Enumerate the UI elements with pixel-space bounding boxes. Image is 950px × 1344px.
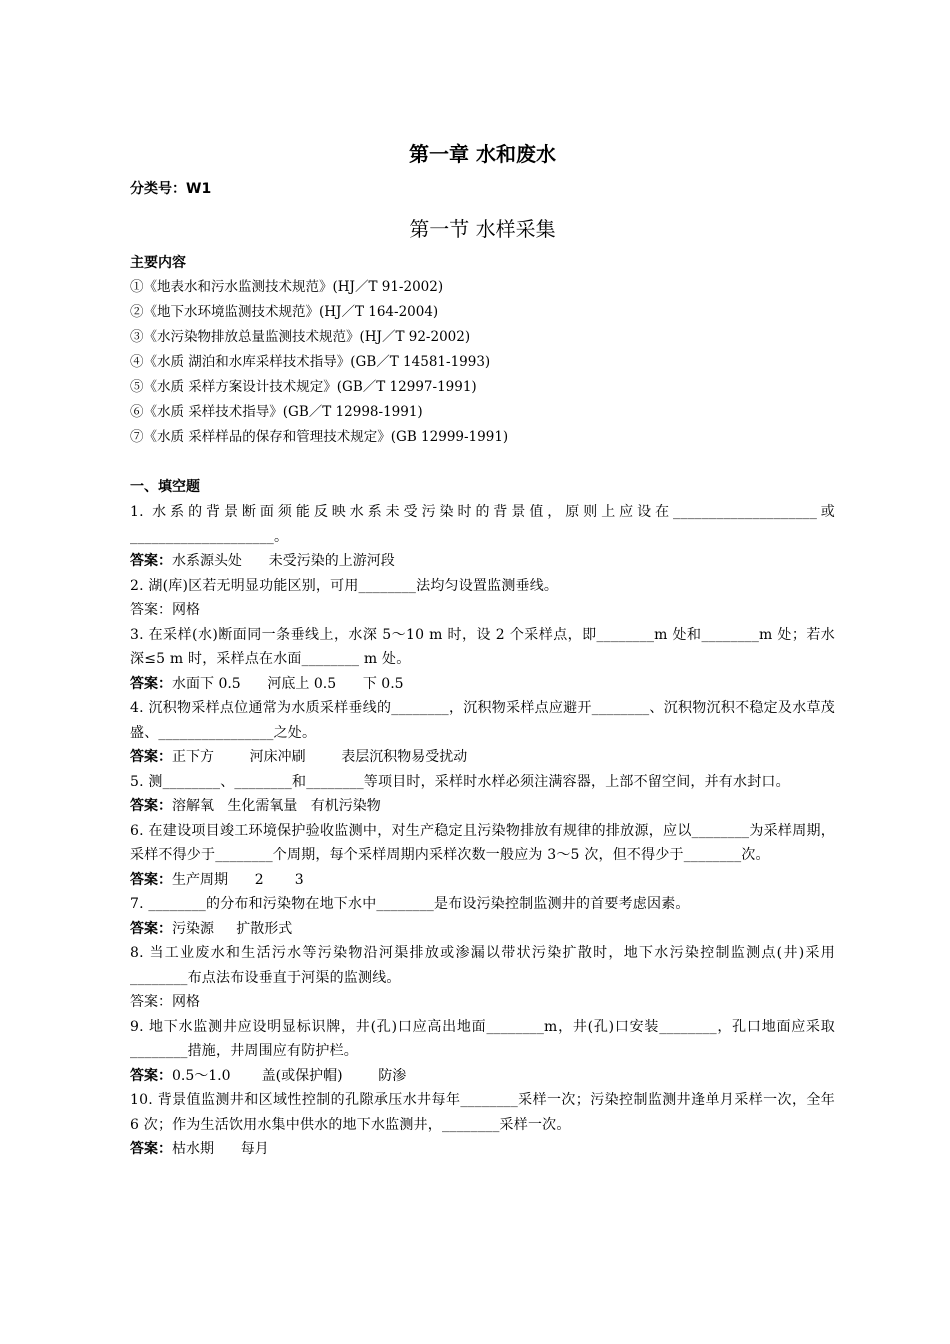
reference-item: ⑥《水质 采样技术指导》(GB／T 12998-1991) bbox=[130, 404, 423, 420]
main-contents-heading: 主要内容 bbox=[130, 255, 186, 271]
answer-line bbox=[130, 794, 835, 819]
answer-line bbox=[130, 917, 835, 942]
reference-item: ①《地表水和污水监测技术规范》(HJ／T 91-2002) bbox=[130, 279, 444, 295]
question-item bbox=[130, 623, 835, 697]
question-item bbox=[130, 770, 835, 819]
question-text: 5. 测________、________和________等项目时，采样时水样必须注满容器，上部不留空间，并有水封口。 bbox=[130, 773, 790, 790]
reference-item: ④《水质 湖泊和水库采样技术指导》(GB／T 14581-1993) bbox=[130, 354, 491, 370]
answer-label: 答案： bbox=[130, 798, 172, 814]
answer-line bbox=[130, 868, 835, 893]
answer-text: 网格 bbox=[172, 994, 200, 1010]
answer-text: 溶解氧 生化需氧量 有机污染物 bbox=[172, 798, 381, 814]
answer-text: 枯水期 每月 bbox=[172, 1141, 269, 1157]
chapter-title: 第一章 水和废水 bbox=[409, 142, 556, 166]
answer-line bbox=[130, 672, 835, 697]
answer-label: 答案： bbox=[130, 871, 172, 888]
answer-label: 答案： bbox=[130, 994, 172, 1010]
question-item bbox=[130, 941, 835, 1015]
answer-line bbox=[130, 745, 835, 770]
answer-text: 污染源 扩散形式 bbox=[172, 920, 293, 937]
question-item bbox=[130, 574, 835, 623]
question-item bbox=[130, 696, 835, 770]
question-text: 7. ________的分布和污染物在地下水中________是布设污染控制监测井的首要考虑因素。 bbox=[130, 896, 690, 912]
question-text: 3. 在采样(水)断面同一条垂线上，水深 5～10 m 时，设 2 个采样点，即________m 处和________m 处；若水深≤5 m 时，采样点在水面________ m 处。 bbox=[130, 626, 835, 667]
answer-label: 答案： bbox=[130, 675, 172, 692]
question-list bbox=[130, 500, 835, 1162]
answer-label: 答案： bbox=[130, 602, 172, 618]
question-text: 9. 地下水监测井应设明显标识牌，井(孔)口应高出地面________m，井(孔)口安装________，孔口地面应采取________措施，井周围应有防护栏。 bbox=[130, 1018, 835, 1059]
question-text: 6. 在建设项目竣工环境保护验收监测中，对生产稳定且污染物排放有规律的排放源，应以________为采样周期，采样不得少于________个周期，每个采样周期内采样次数一般应为 3～5 次，但不得少于________次。 bbox=[130, 822, 835, 863]
answer-line bbox=[130, 1064, 835, 1089]
answer-label: 答案： bbox=[130, 920, 172, 937]
reference-item: ②《地下水环境监测技术规范》(HJ／T 164-2004) bbox=[130, 304, 439, 320]
question-text: 4. 沉积物采样点位通常为水质采样垂线的________，沉积物采样点应避开________、沉积物沉积不稳定及水草茂盛、________________之处。 bbox=[130, 700, 835, 741]
answer-label: 答案： bbox=[130, 553, 172, 569]
reference-item: ⑤《水质 采样方案设计技术规定》(GB／T 12997-1991) bbox=[130, 379, 477, 395]
question-text: 1. 水系的背景断面须能反映水系未受污染时的背景值，原则上应设在____________________或____________________。 bbox=[130, 504, 835, 545]
answer-text: 水面下 0.5 河底上 0.5 下 0.5 bbox=[172, 675, 404, 692]
question-text: 10. 背景值监测井和区域性控制的孔隙承压水井每年________采样一次；污染控制监测井逢单月采样一次，全年 6 次；作为生活饮用水集中供水的地下水监测井，________采样一次。 bbox=[130, 1092, 835, 1133]
answer-line bbox=[130, 1137, 835, 1162]
question-item bbox=[130, 1015, 835, 1089]
reference-item: ⑦《水质 采样样品的保存和管理技术规定》(GB 12999-1991) bbox=[130, 429, 509, 445]
question-item bbox=[130, 1088, 835, 1162]
answer-line bbox=[130, 990, 835, 1015]
answer-text: 网格 bbox=[172, 602, 200, 618]
answer-text: 正下方 河床冲刷 表层沉积物易受扰动 bbox=[172, 749, 468, 765]
section-title: 第一节 水样采集 bbox=[409, 217, 556, 241]
answer-text: 0.5～1.0 盖(或保护帽) 防渗 bbox=[172, 1067, 407, 1084]
question-item bbox=[130, 892, 835, 941]
question-item bbox=[130, 500, 835, 574]
question-text: 2. 湖(库)区若无明显功能区别，可用________法均匀设置监测垂线。 bbox=[130, 577, 559, 594]
answer-label: 答案： bbox=[130, 1067, 172, 1084]
fill-in-blank-heading: 一、填空题 bbox=[130, 479, 200, 495]
answer-line bbox=[130, 598, 835, 623]
question-text: 8. 当工业废水和生活污水等污染物沿河渠排放或渗漏以带状污染扩散时，地下水污染控制监测点(井)采用________布点法布设垂直于河渠的监测线。 bbox=[130, 945, 835, 986]
reference-list bbox=[130, 275, 835, 450]
classification-number: 分类号：W1 bbox=[130, 181, 212, 197]
question-item bbox=[130, 819, 835, 893]
answer-label: 答案： bbox=[130, 1141, 172, 1157]
answer-text: 水系源头处 未受污染的上游河段 bbox=[172, 553, 395, 569]
answer-text: 生产周期 2 3 bbox=[172, 871, 304, 888]
answer-line bbox=[130, 549, 835, 574]
reference-item: ③《水污染物排放总量监测技术规范》(HJ／T 92-2002) bbox=[130, 329, 471, 345]
answer-label: 答案： bbox=[130, 749, 172, 765]
